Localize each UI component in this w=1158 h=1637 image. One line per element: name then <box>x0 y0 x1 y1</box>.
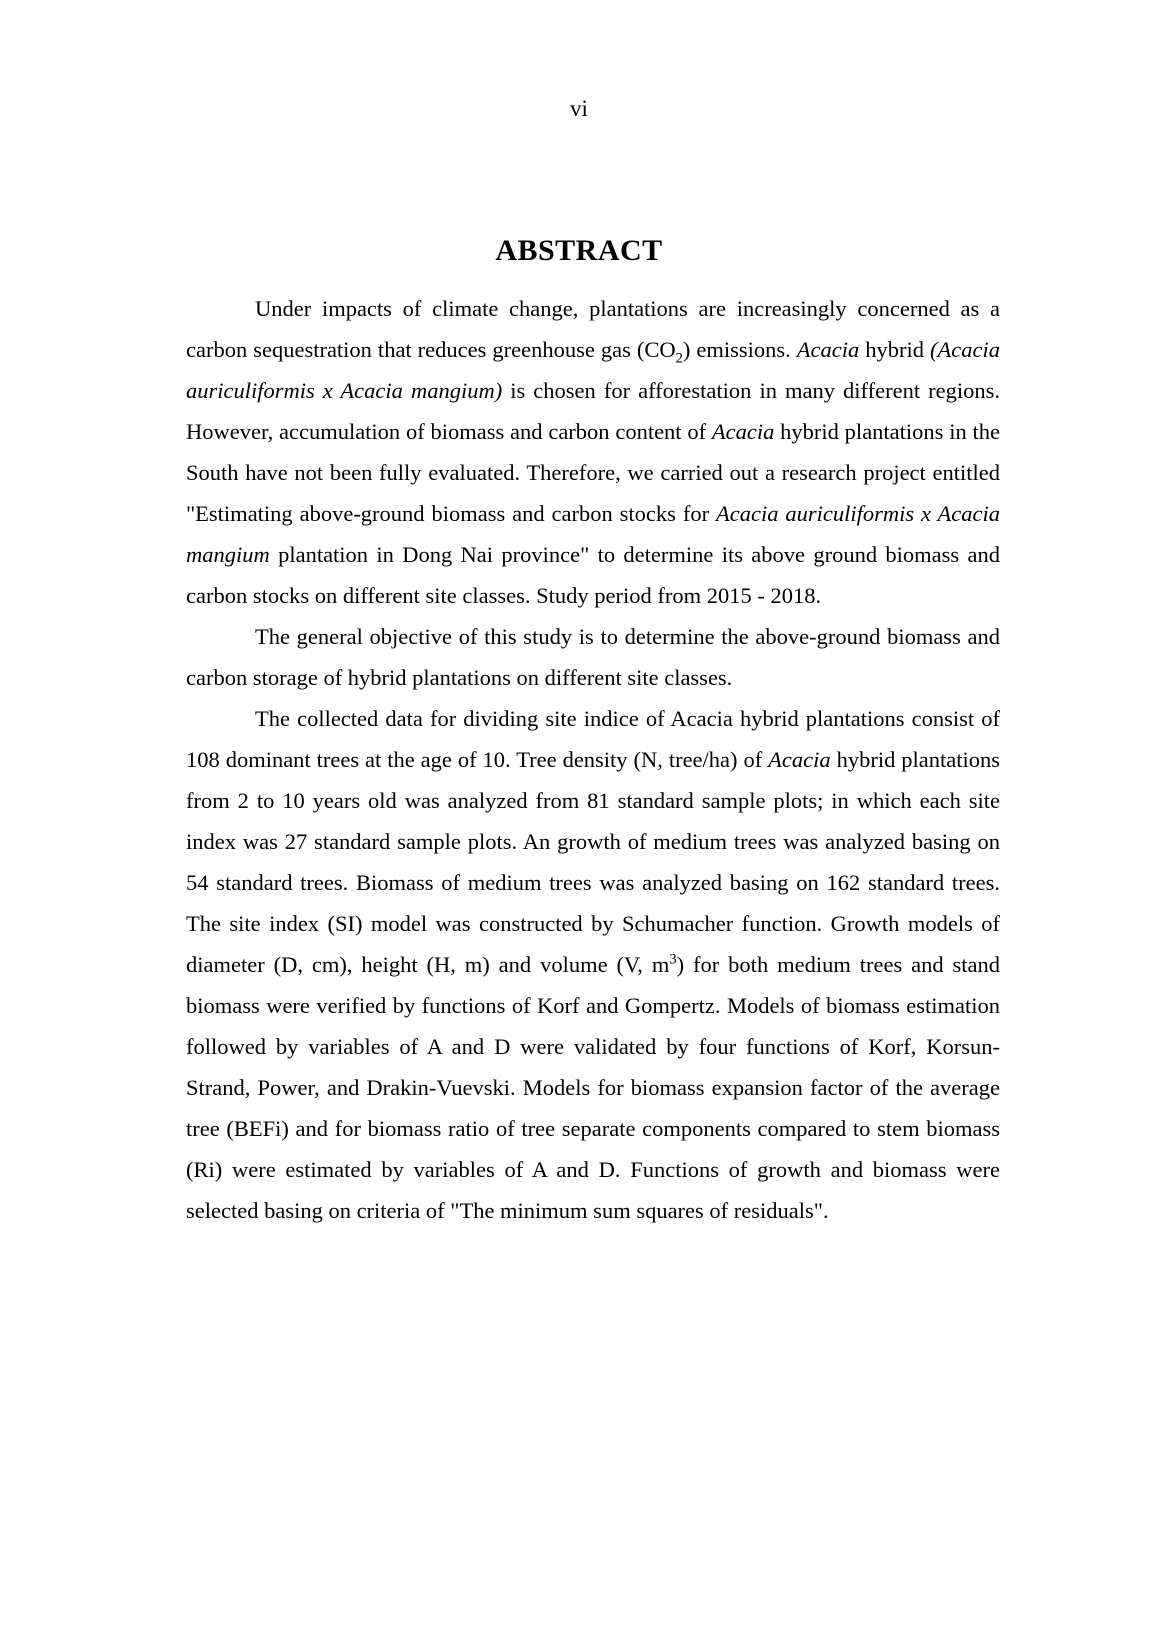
text-segment: (Acacia auriculiformis x Acacia mangium) <box>186 337 1000 403</box>
text-segment: 2 <box>675 350 683 367</box>
text-segment: Acacia <box>711 419 775 444</box>
text-segment: Under impacts of climate change, plantations are increasingly concerned as a carbon sequestration that reduces greenhouse gas (CO <box>186 296 1000 362</box>
text-segment: hybrid <box>859 337 931 362</box>
text-segment: ) for both medium trees and stand biomass were verified by functions of Korf and Gompertz. Models of biomass estimation followed by variables of A and D were validated by four functions of Korf, Korsun-Strand, Power, and Drakin-Vuevski. Models for biomass expansion factor of the average tree (BEFi) and for biomass ratio of tree separate components compared to stem biomass (Ri) were estimated by variables of A and D. Functions of growth and biomass were selected basing on criteria of "The minimum sum squares of residuals". <box>186 952 1000 1223</box>
text-segment: Acacia <box>796 337 860 362</box>
text-segment: 3 <box>669 951 677 968</box>
page-number: vi <box>570 96 588 121</box>
abstract-paragraph-2 <box>186 616 1000 698</box>
text-segment: Acacia <box>768 747 831 772</box>
abstract-heading: ABSTRACT <box>495 234 663 267</box>
text-segment: The collected data for dividing site indice of Acacia hybrid plantations consist of 108 dominant trees at the age of 10. Tree density (N, tree/ha) of <box>186 706 1000 772</box>
text-segment: hybrid plantations from 2 to 10 years old was analyzed from 81 standard sample plots; in which each site index was 27 standard sample plots. An growth of medium trees was analyzed basing on 54 standard trees. Biomass of medium trees was analyzed basing on 162 standard trees. The site index (SI) model was constructed by Schumacher function. Growth models of diameter (D, cm), height (H, m) and volume (V, m <box>186 747 1000 977</box>
text-segment: ) emissions. <box>682 337 797 362</box>
text-segment: The general objective of this study is to determine the above-ground biomass and carbon storage of hybrid plantations on different site classes. <box>186 624 1000 690</box>
abstract-paragraph-3 <box>186 698 1000 1231</box>
abstract-paragraph-1 <box>186 288 1000 616</box>
text-segment: is chosen for afforestation in many different regions. However, accumulation of biomass and carbon content of <box>186 378 1000 444</box>
text-segment: Acacia auriculiformis x Acacia mangium <box>186 501 1001 567</box>
text-segment: plantation in Dong Nai province" to determine its above ground biomass and carbon stocks on different site classes. Study period from 2015 - 2018. <box>186 542 1000 608</box>
text-segment: hybrid plantations in the South have not been fully evaluated. Therefore, we carried out a research project entitled "Estimating above-ground biomass and carbon stocks for <box>186 419 1000 526</box>
abstract-body <box>186 288 1000 1231</box>
